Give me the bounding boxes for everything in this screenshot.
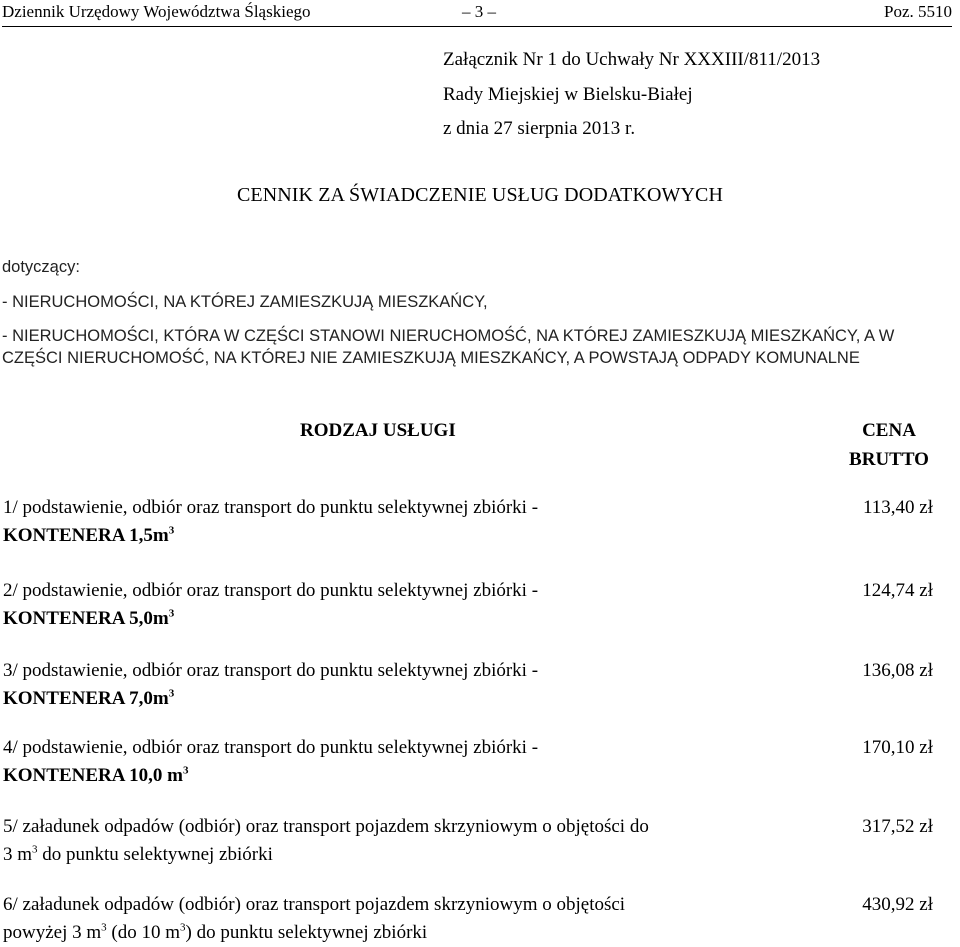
price-header-line-1: CENA xyxy=(862,420,916,441)
container-size: KONTENERA 5,0m xyxy=(3,608,169,629)
annex-block xyxy=(443,43,820,147)
service-text: 6/ załadunek odpadów (odbiór) oraz transport pojazdem skrzyniowym o objętości xyxy=(3,894,626,915)
unit-exponent: 3 xyxy=(32,843,38,856)
service-column-header: RODZAJ USŁUGI xyxy=(300,420,456,441)
volume-text: powyżej 3 m xyxy=(3,922,102,943)
service-row xyxy=(3,657,958,713)
page-number: – 3 – xyxy=(462,2,496,21)
service-description xyxy=(3,657,793,713)
price-column-header xyxy=(823,416,955,474)
journal-name: Dziennik Urzędowy Województwa Śląskiego xyxy=(2,2,311,21)
service-description xyxy=(3,494,793,550)
unit-exponent: 3 xyxy=(168,524,175,537)
service-price: 136,08 zł xyxy=(862,660,933,681)
volume-text: 3 m xyxy=(3,844,33,865)
destination-text: do punktu selektywnej zbiórki xyxy=(37,844,273,865)
unit-exponent: 3 xyxy=(168,607,175,620)
service-row xyxy=(3,734,958,790)
service-price: 113,40 zł xyxy=(862,497,933,518)
service-text: 3/ podstawienie, odbiór oraz transport do punktu selektywnej zbiórki - xyxy=(3,660,539,681)
annex-line-3: z dnia 27 sierpnia 2013 r. xyxy=(443,118,636,139)
service-description xyxy=(3,577,793,633)
service-price: 124,74 zł xyxy=(862,580,933,601)
container-size: KONTENERA 7,0m xyxy=(3,688,169,709)
position-number: Poz. 5510 xyxy=(884,2,952,21)
service-row xyxy=(3,891,958,947)
scope-item-1: - NIERUCHOMOŚCI, NA KTÓREJ ZAMIESZKUJĄ MIESZKAŃCY, xyxy=(2,293,488,311)
page-header xyxy=(2,0,952,27)
service-text: 5/ załadunek odpadów (odbiór) oraz transport pojazdem skrzyniowym o objętości do xyxy=(3,816,649,837)
container-size: KONTENERA 10,0 m xyxy=(3,765,183,786)
unit-exponent: 3 xyxy=(168,687,175,700)
service-description xyxy=(3,734,793,790)
service-price: 317,52 zł xyxy=(862,816,933,837)
service-row xyxy=(3,494,958,550)
unit-exponent: 3 xyxy=(180,921,186,934)
service-row xyxy=(3,813,958,869)
service-description xyxy=(3,891,793,947)
service-row xyxy=(3,577,958,633)
service-price: 170,10 zł xyxy=(862,737,933,758)
unit-exponent: 3 xyxy=(101,921,107,934)
container-size: KONTENERA 1,5m xyxy=(3,525,169,546)
service-description xyxy=(3,813,793,869)
annex-line-2: Rady Miejskiej w Bielsku-Białej xyxy=(443,83,693,105)
service-price: 430,92 zł xyxy=(862,894,933,915)
price-header-line-2: BRUTTO xyxy=(849,449,929,470)
volume-limit-text: (do 10 m xyxy=(106,922,181,943)
annex-line-1: Załącznik Nr 1 do Uchwały Nr XXXIII/811/2013 xyxy=(443,49,821,70)
destination-text: ) do punktu selektywnej zbiórki xyxy=(185,922,428,943)
header-divider xyxy=(2,26,952,27)
document-title: CENNIK ZA ŚWIADCZENIE USŁUG DODATKOWYCH xyxy=(236,184,724,206)
unit-exponent: 3 xyxy=(183,764,189,777)
scope-intro: dotyczący: xyxy=(2,258,80,276)
service-text: 2/ podstawienie, odbiór oraz transport do punktu selektywnej zbiórki - xyxy=(3,580,539,601)
scope-item-2: - NIERUCHOMOŚCI, KTÓRA W CZĘŚCI STANOWI NIERUCHOMOŚĆ, NA KTÓREJ ZAMIESZKUJĄ MIESZKAŃCY, A W CZĘŚCI NIERUCHOMOŚĆ, NA KTÓREJ NIE ZAMIESZKUJĄ MIESZKAŃCY, A POWSTAJĄ ODPADY KOMUNALNE xyxy=(2,327,895,367)
service-text: 1/ podstawienie, odbiór oraz transport do punktu selektywnej zbiórki - xyxy=(3,497,539,518)
service-text: 4/ podstawienie, odbiór oraz transport do punktu selektywnej zbiórki - xyxy=(3,737,539,758)
